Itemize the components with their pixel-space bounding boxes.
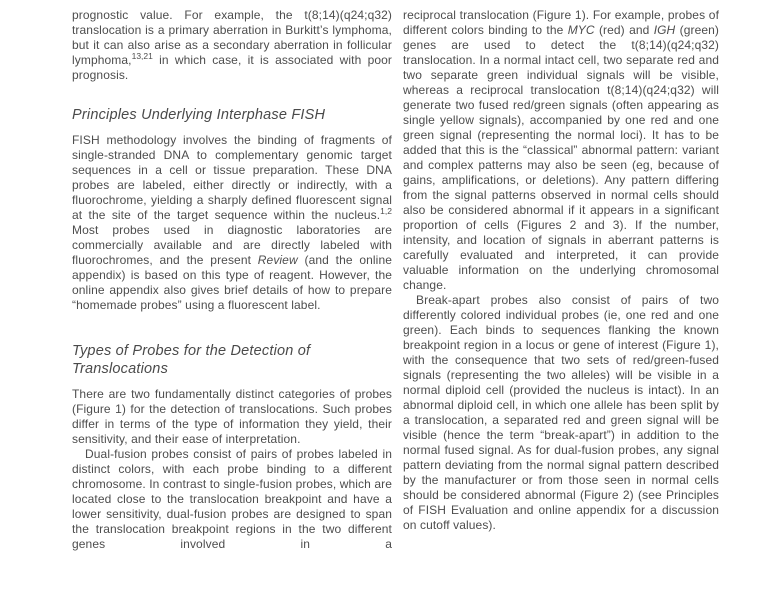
text-run: Types of Probes for the Detection of Translocations xyxy=(72,343,311,377)
reference-superscript: 13,21 xyxy=(131,51,153,61)
text-run: IGH xyxy=(653,23,676,37)
text-run: Principles Underlying Interphase FISH xyxy=(72,107,326,123)
paragraph xyxy=(72,447,392,552)
text-column-right xyxy=(403,8,719,533)
paragraph xyxy=(72,8,392,83)
text-run: Most probes used in diagnostic laboratories are commercially available and are directly labeled with fluorochromes, and the present xyxy=(72,223,392,267)
text-run: (red) and xyxy=(594,23,654,37)
text-run: (and the online appendix) is based on this type of reagent. However, the online appendix also gives brief details of how to prepare “homemade probes” using a fluorescent label. xyxy=(72,253,392,312)
section-heading xyxy=(72,106,392,124)
text-run: reciprocal translocation (Figure 1). For example, probes of different colors binding to the xyxy=(403,8,719,37)
paragraph xyxy=(72,133,392,313)
text-run: Review xyxy=(257,253,298,267)
section-heading xyxy=(72,342,392,378)
text-run: There are two fundamentally distinct categories of probes (Figure 1) for the detection of translocations. Such probes differ in terms of the type of information they yield, their sensitivity, and their ease of interpretation. xyxy=(72,387,392,446)
text-column-left xyxy=(72,8,392,552)
text-run: MYC xyxy=(567,23,595,37)
text-run: Dual-fusion probes consist of pairs of probes labeled in distinct colors, with each probe binding to a different chromosome. In contrast to single-fusion probes, which are located close to the translocation breakpoint and have a lower sensitivity, dual-fusion probes are designed to span the translocation breakpoint regions in the two different genes involved in a xyxy=(72,447,392,551)
text-run: Break-apart probes also consist of pairs of two differently colored individual probes (ie, one red and one green). Each binds to sequences flanking the known breakpoint region in a locus or gene of interest (Figure 1), with the consequence that two sets of red/green-fused signals (representing the two alleles) will be visible in a normal diploid cell (provided the nucleus is intact). In an abnormal diploid cell, in which one allele has been split by a translocation, a separated red and green signal will be visible (hence the term “break-apart”) in addition to the normal fused signal. As for dual-fusion probes, any signal pattern deviating from the normal signal pattern described by the manufacturer or from those seen in normal cells should be considered abnormal (Figure 2) (see Principles of FISH Evaluation and online appendix for a discussion on cutoff values). xyxy=(403,293,719,532)
paragraph xyxy=(403,8,719,293)
text-run: FISH methodology involves the binding of fragments of single-stranded DNA to complementary genomic target sequences in a cell or tissue preparation. These DNA probes are labeled, either directly or indirectly, with a fluorochrome, yielding a sharply defined fluorescent signal at the site of the target sequence within the nucleus. xyxy=(72,133,392,222)
text-run: in which case, it is associated with poor prognosis. xyxy=(72,53,392,82)
text-run: (green) genes are used to detect the t(8;14)(q24;q32) translocation. In a normal intact cell, two separate red and two separate green individual signals will be visible, whereas a reciprocal translocation t(8;14)(q24;q32) will generate two fused red/green signals (often appearing as single yellow signals), accompanied by one red and one green signal (representing the normal loci). It has to be added that this is the “classical” abnormal pattern: variant and complex patterns may also be seen (eg, because of gains, amplifications, or deletions). Any pattern differing from the signal patterns observed in normal cells should also be considered abnormal if it appears in a significant proportion of cells (Figures 2 and 3). If the number, intensity, and location of signals in aberrant patterns is carefully evaluated and interpreted, it can provide valuable information on the underlying chromosomal change. xyxy=(403,23,719,292)
text-run: prognostic value. For example, the t(8;14)(q24;q32) translocation is a primary aberration in Burkitt’s lymphoma, but it can also arise as a secondary aberration in follicular lymphoma, xyxy=(72,8,392,67)
reference-superscript: 1,2 xyxy=(380,206,392,216)
paragraph xyxy=(72,387,392,447)
paragraph xyxy=(403,293,719,533)
